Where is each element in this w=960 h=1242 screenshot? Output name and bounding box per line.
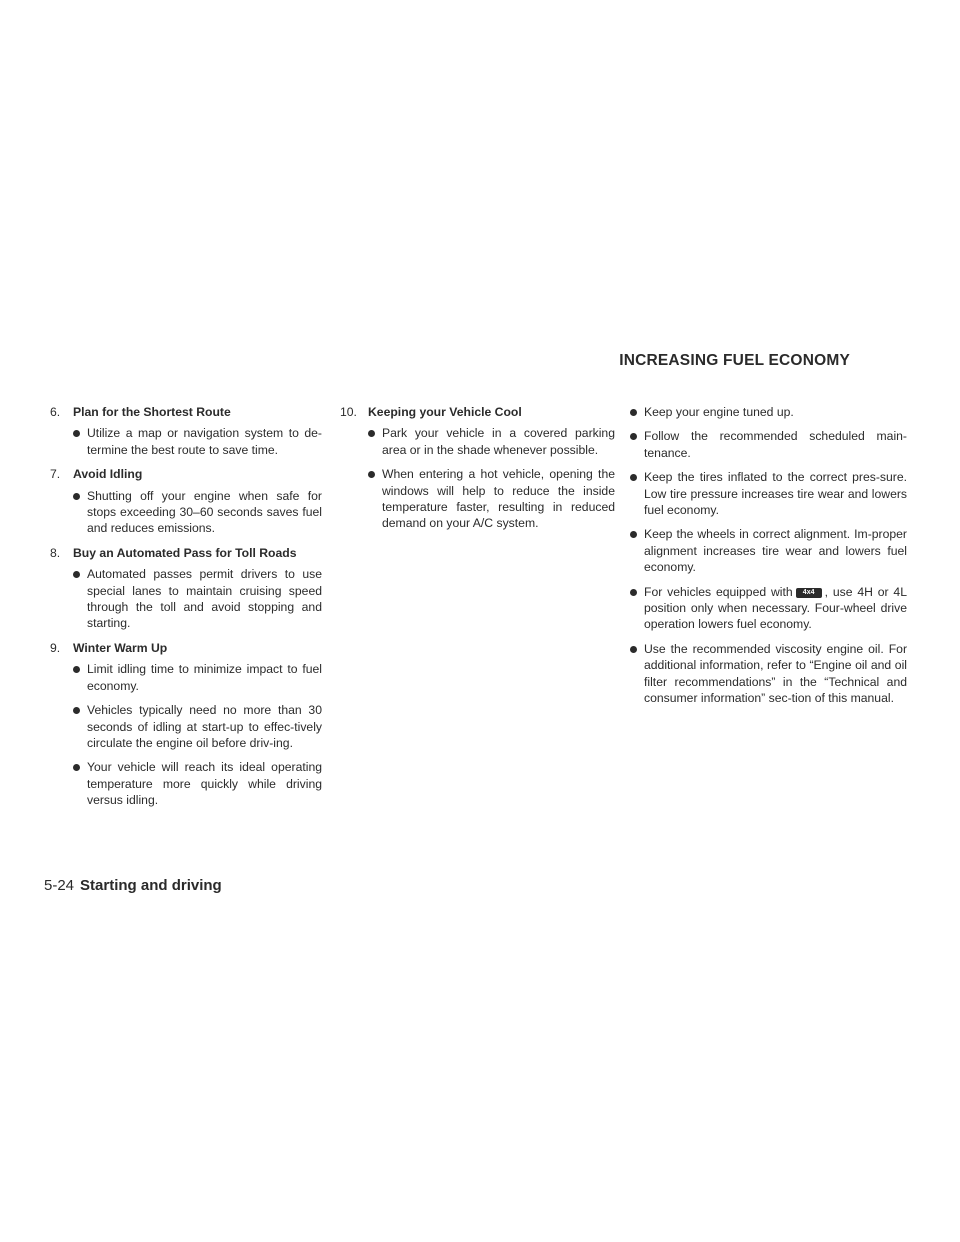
bullet-icon: [630, 404, 644, 420]
step-number: 7.: [50, 467, 61, 482]
bullet-icon: [73, 566, 87, 632]
step-title: Winter Warm Up: [73, 640, 168, 655]
list-item: Follow the recommended scheduled main-tenance.: [630, 428, 907, 461]
section-title: INCREASING FUEL ECONOMY: [619, 352, 850, 369]
list-item: Park your vehicle in a covered parking area or in the shade whenever possible.: [368, 425, 615, 458]
step-number: 10.: [340, 405, 357, 419]
page-footer: [44, 877, 222, 894]
list-item: Shutting off your engine when safe for stops exceeding 30–60 seconds saves fuel and reduces emissions.: [73, 488, 322, 537]
step-number: 9.: [50, 640, 61, 655]
list-item: Automated passes permit drivers to use special lanes to maintain cruising speed through the toll and avoid stopping and starting.: [73, 566, 322, 632]
step-number: 8.: [50, 545, 61, 560]
step-title: Buy an Automated Pass for Toll Roads: [73, 545, 297, 560]
column-3: [630, 404, 907, 715]
list-item: When entering a hot vehicle, opening the windows will help to reduce the inside temperature faster, resulting in reduced demand on your A/C system.: [368, 466, 615, 532]
step-title: Avoid Idling: [73, 467, 143, 482]
list-item: Limit idling time to minimize impact to fuel economy.: [73, 661, 322, 694]
bullet-icon: [630, 584, 644, 633]
step-10: [340, 404, 615, 532]
column-1: [50, 404, 322, 817]
list-item: Keep your engine tuned up.: [630, 404, 907, 420]
list-item: Vehicles typically need no more than 30 seconds of idling at start-up to effec-tively circulate the engine oil before driv-ing.: [73, 702, 322, 751]
step-7: [50, 466, 322, 537]
step-title: Keeping your Vehicle Cool: [368, 405, 522, 419]
list-item: Your vehicle will reach its ideal operating temperature more quickly while driving versus idling.: [73, 759, 322, 808]
step-number: 6.: [50, 405, 61, 419]
bullet-icon: [630, 428, 644, 461]
four-wheel-drive-icon: 4x4: [796, 588, 822, 598]
step-9: [50, 640, 322, 809]
bullet-icon: [368, 466, 382, 532]
bullet-icon: [630, 641, 644, 707]
step-title: Plan for the Shortest Route: [73, 405, 231, 419]
bullet-icon: [73, 759, 87, 808]
list-item: For vehicles equipped with 4x4 , use 4H or 4L position only when necessary. Four-wheel drive operation lowers fuel economy.: [630, 584, 907, 633]
chapter-title: Starting and driving: [80, 877, 222, 894]
list-item: Keep the wheels in correct alignment. Im-proper alignment increases tire wear and lowers fuel economy.: [630, 526, 907, 575]
bullet-icon: [630, 526, 644, 575]
bullet-icon: [73, 488, 87, 537]
bullet-icon: [73, 702, 87, 751]
step-8: [50, 545, 322, 632]
bullet-icon: [368, 425, 382, 458]
page-number: 5-24: [44, 877, 75, 894]
list-item: Utilize a map or navigation system to de-termine the best route to save time.: [73, 425, 322, 458]
step-6: [50, 404, 322, 458]
list-item: Use the recommended viscosity engine oil. For additional information, refer to “Engine oil and oil filter recommendations” in the “Technical and consumer information” sec-tion of this manual.: [630, 641, 907, 707]
bullet-icon: [73, 661, 87, 694]
bullet-icon: [630, 469, 644, 518]
bullet-icon: [73, 425, 87, 458]
column-2: [340, 404, 615, 540]
list-item: Keep the tires inflated to the correct pres-sure. Low tire pressure increases tire wear and lowers fuel economy.: [630, 469, 907, 518]
